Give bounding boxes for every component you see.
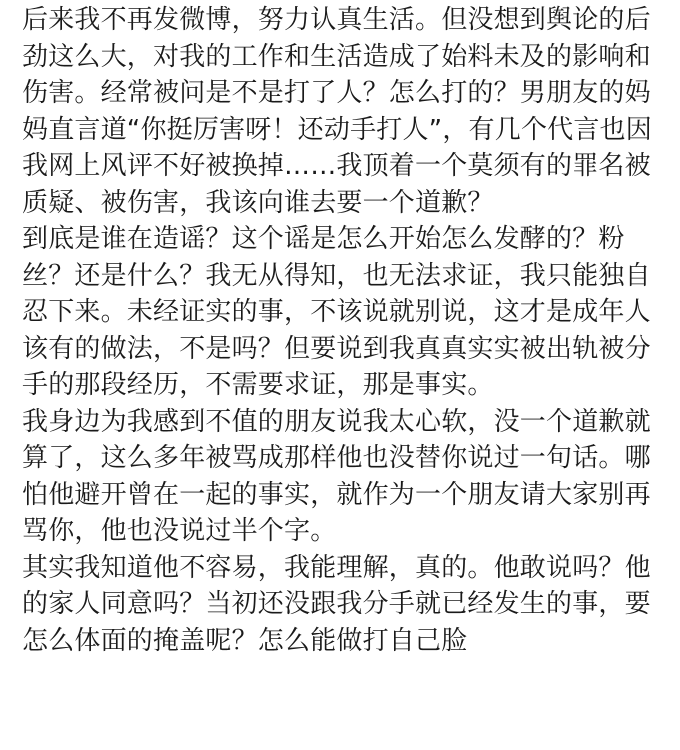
post-paragraph-2: 到底是谁在造谣？这个谣是怎么开始怎么发酵的？粉丝？还是什么？我无从得知，也无法求证，我只能独自忍下来。未经证实的事，不该说就别说，这才是成年人该有的做法，不是吗？但要说到我真真实实被出轨被分手的那段经历，不需要求证，那是事实。	[22, 224, 651, 400]
post-paragraph-1: 后来我不再发微博，努力认真生活。但没想到舆论的后劲这么大，对我的工作和生活造成了始料未及的影响和伤害。经常被问是不是打了人？怎么打的？男朋友的妈妈直言道“你挺厉害呀！还动手打人”，有几个代言也因我网上风评不好被换掉……我顶着一个莫须有的罪名被质疑、被伤害，我该向谁去要一个道歉？	[22, 5, 652, 218]
post-paragraph-3: 我身边为我感到不值的朋友说我太心软，没一个道歉就算了，这么多年被骂成那样他也没替你说过一句话。哪怕他避开曾在一起的事实，就作为一个朋友请大家别再骂你，他也没说过半个字。	[22, 406, 651, 546]
post-paragraph-4: 其实我知道他不容易，我能理解，真的。他敢说吗？他的家人同意吗？当初还没跟我分手就已经发生的事，要怎么体面的掩盖呢？怎么能做打自己脸	[22, 552, 651, 656]
